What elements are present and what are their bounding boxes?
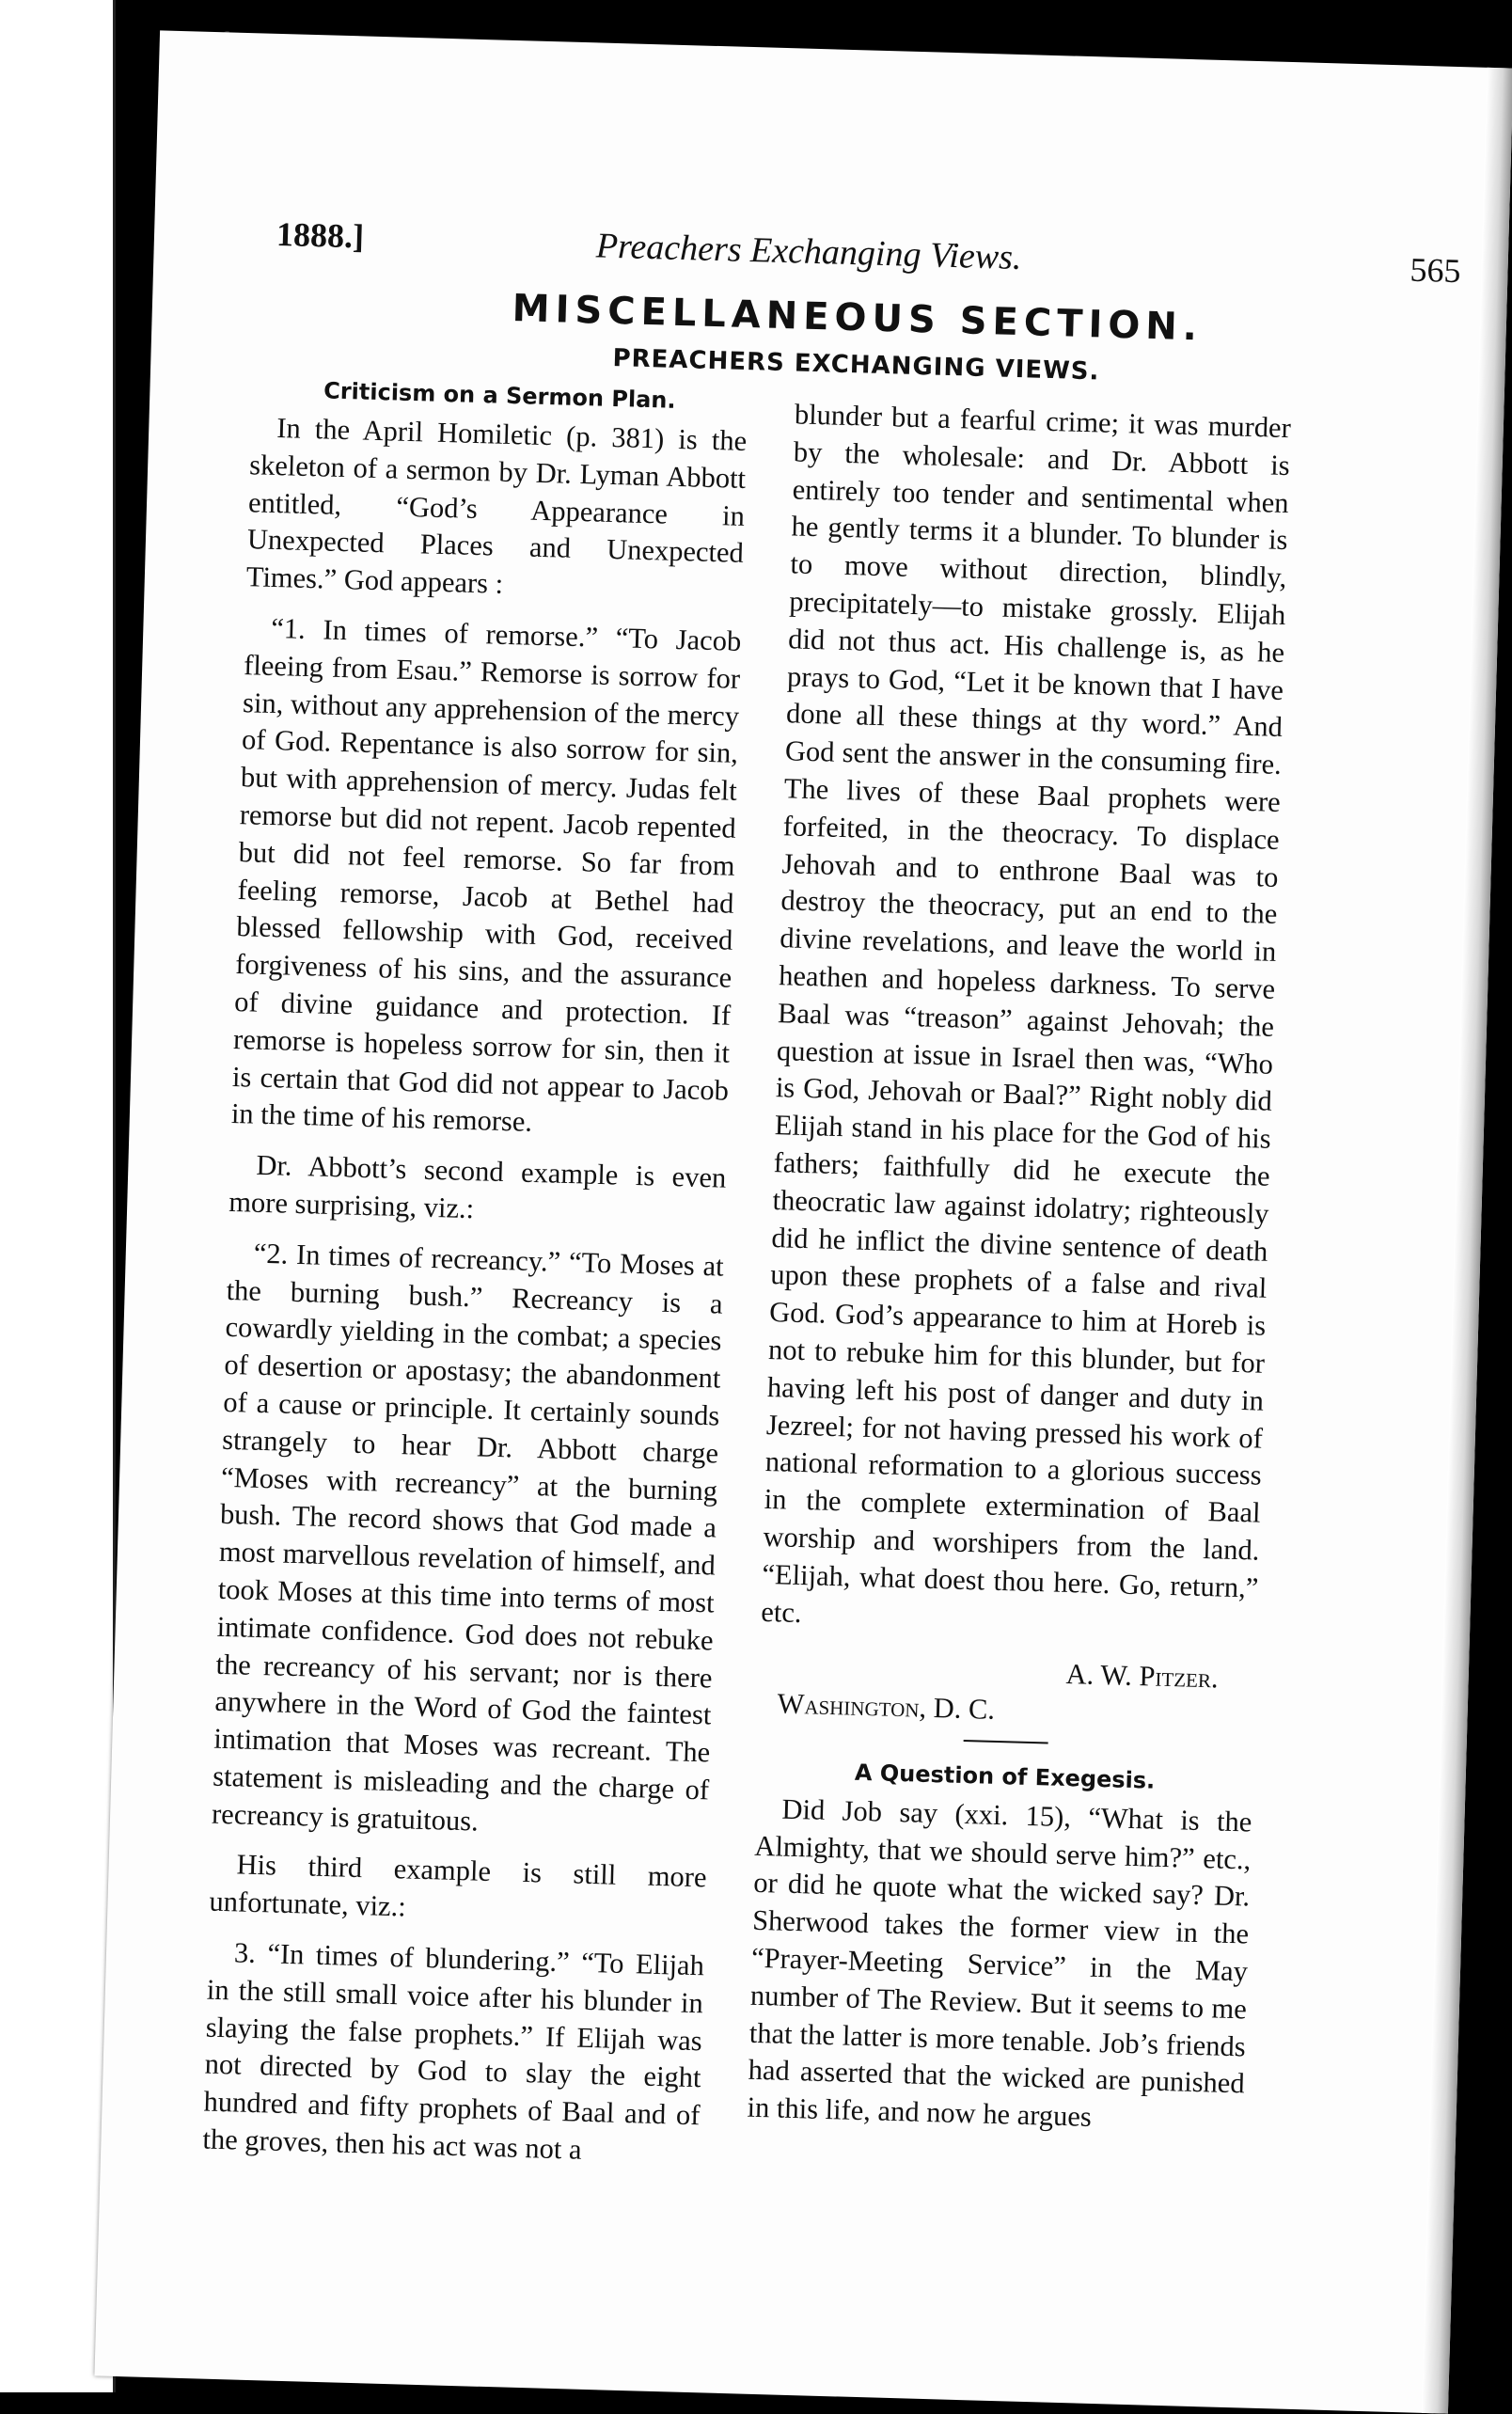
left-column: [202, 371, 748, 2172]
divider-rule: [964, 1740, 1048, 1744]
paragraph: Did Job say (xxi. 15), “What is the Almighty, that we should serve him?” etc., or did he quote what the wicked say? Dr. Sherwood takes the former view in the “Prayer-Meeting Service” in the May number of The Review. But it seems to me that the latter is more tenable. Job’s friends had asserted that the wicked are punished in this life, and now he argues: [747, 1792, 1252, 2134]
page-edge: [1422, 68, 1512, 2414]
paragraph: blunder but a fearful crime; it was murder by the wholesale: and Dr. Abbott is entirely too tender and sentimental when he gently terms it a blunder. To blunder is to move without direction, blindly, precipitately—to mistake grossly. Elijah did not thus act. His challenge is, as he prays to God, “Let it be known that I have done all these things at thy word.” And God sent the answer in the consuming fire. The lives of these Baal prophets were forfeited, in the theocracy. To displace Jehovah and to enthrone Baal was to destroy the theocracy, put an end to the divine revelations, and leave the world in heathen and hopeless darkness. To serve Baal was “treason” against Jehovah; the question at issue in Israel then was, “Who is God, Jehovah or Baal?” Right nobly did Elijah stand in his place for the God of his fathers; faithfully did he execute the theocratic law against idolatry; righteously did he inflict the divine sentence of death upon these prophets of a false and rival God. God’s appearance to him at Horeb is not to rebuke him for this blunder, but for having left his post of danger and duty in Jezreel; for not having pressed his work of national reformation to a glorious success in the complete extermination of Baal worship and worshipers from the land. “Elijah, what doest thou here. Go, return,” etc.: [760, 398, 1292, 1629]
article-title-criticism: Criticism on a Sermon Plan.: [323, 377, 676, 414]
author-signature: A. W. Pitzer.: [1065, 1658, 1220, 1695]
subsection-title: PREACHERS EXCHANGING VIEWS.: [612, 343, 1100, 387]
article-title-exegesis: A Question of Exegesis.: [854, 1759, 1156, 1794]
page-number: 565: [1409, 250, 1462, 291]
paragraph: 3. “In times of blundering.” “To Elijah in the still small voice after his blunder in slaying the false prophets.” If Elijah was not directed by God to slay the eight hundred and fifty prophets of Baal and of the groves, then his act was not a: [202, 1936, 705, 2166]
right-column: [747, 396, 1291, 2140]
book-page: [94, 30, 1512, 2413]
adjacent-page-strip: [0, 0, 116, 2392]
paragraph: “1. In times of remorse.” “To Jacob fleeing from Esau.” Remorse is sorrow for sin, without any apprehension of the mercy of God. Repentance is also sorrow for sin, but with apprehension of mercy. Judas felt remorse but did not repent. Jacob repented but did not feel remorse. So far from feeling remorse, Jacob at Bethel had blessed fellowship with God, received forgiveness of his sins, and the assurance of divine guidance and protection. If remorse is hopeless sorrow for sin, then it is certain that God did not appear to Jacob in the time of his remorse.: [230, 611, 742, 1139]
paragraph: “2. In times of recreancy.” “To Moses at the burning bush.” Recreancy is a cowardly yielding in the combat; a species of desertion or apostasy; the abandonment of a cause or principle. It certainly sounds strangely to hear Dr. Abbott charge “Moses with recreancy” at the burning bush. The record shows that God made a most marvellous revelation of himself, and took Moses at this time into terms of most intimate confidence. God does not rebuke the recreancy of his servant; nor is there anywhere in the Word of God the faintest intimation that Moses was recreant. The statement is misleading and the charge of recreancy is gratuitous.: [211, 1237, 725, 1838]
running-title: Preachers Exchanging Views.: [595, 226, 1023, 278]
paragraph: Dr. Abbott’s second example is even more surprising, viz.:: [228, 1148, 727, 1225]
paragraph: In the April Homiletic (p. 381) is the skeleton of a sermon by Dr. Lyman Abbott entitled, “God’s Appearance in Unexpected Places and Unexpected Times.” God appears :: [245, 412, 748, 600]
paragraph: His third example is still more unfortunate, viz.:: [209, 1848, 707, 1923]
author-place: Washington, D. C.: [777, 1687, 996, 1726]
section-title: MISCELLANEOUS SECTION.: [512, 286, 1204, 350]
header-year: 1888.]: [276, 214, 365, 256]
